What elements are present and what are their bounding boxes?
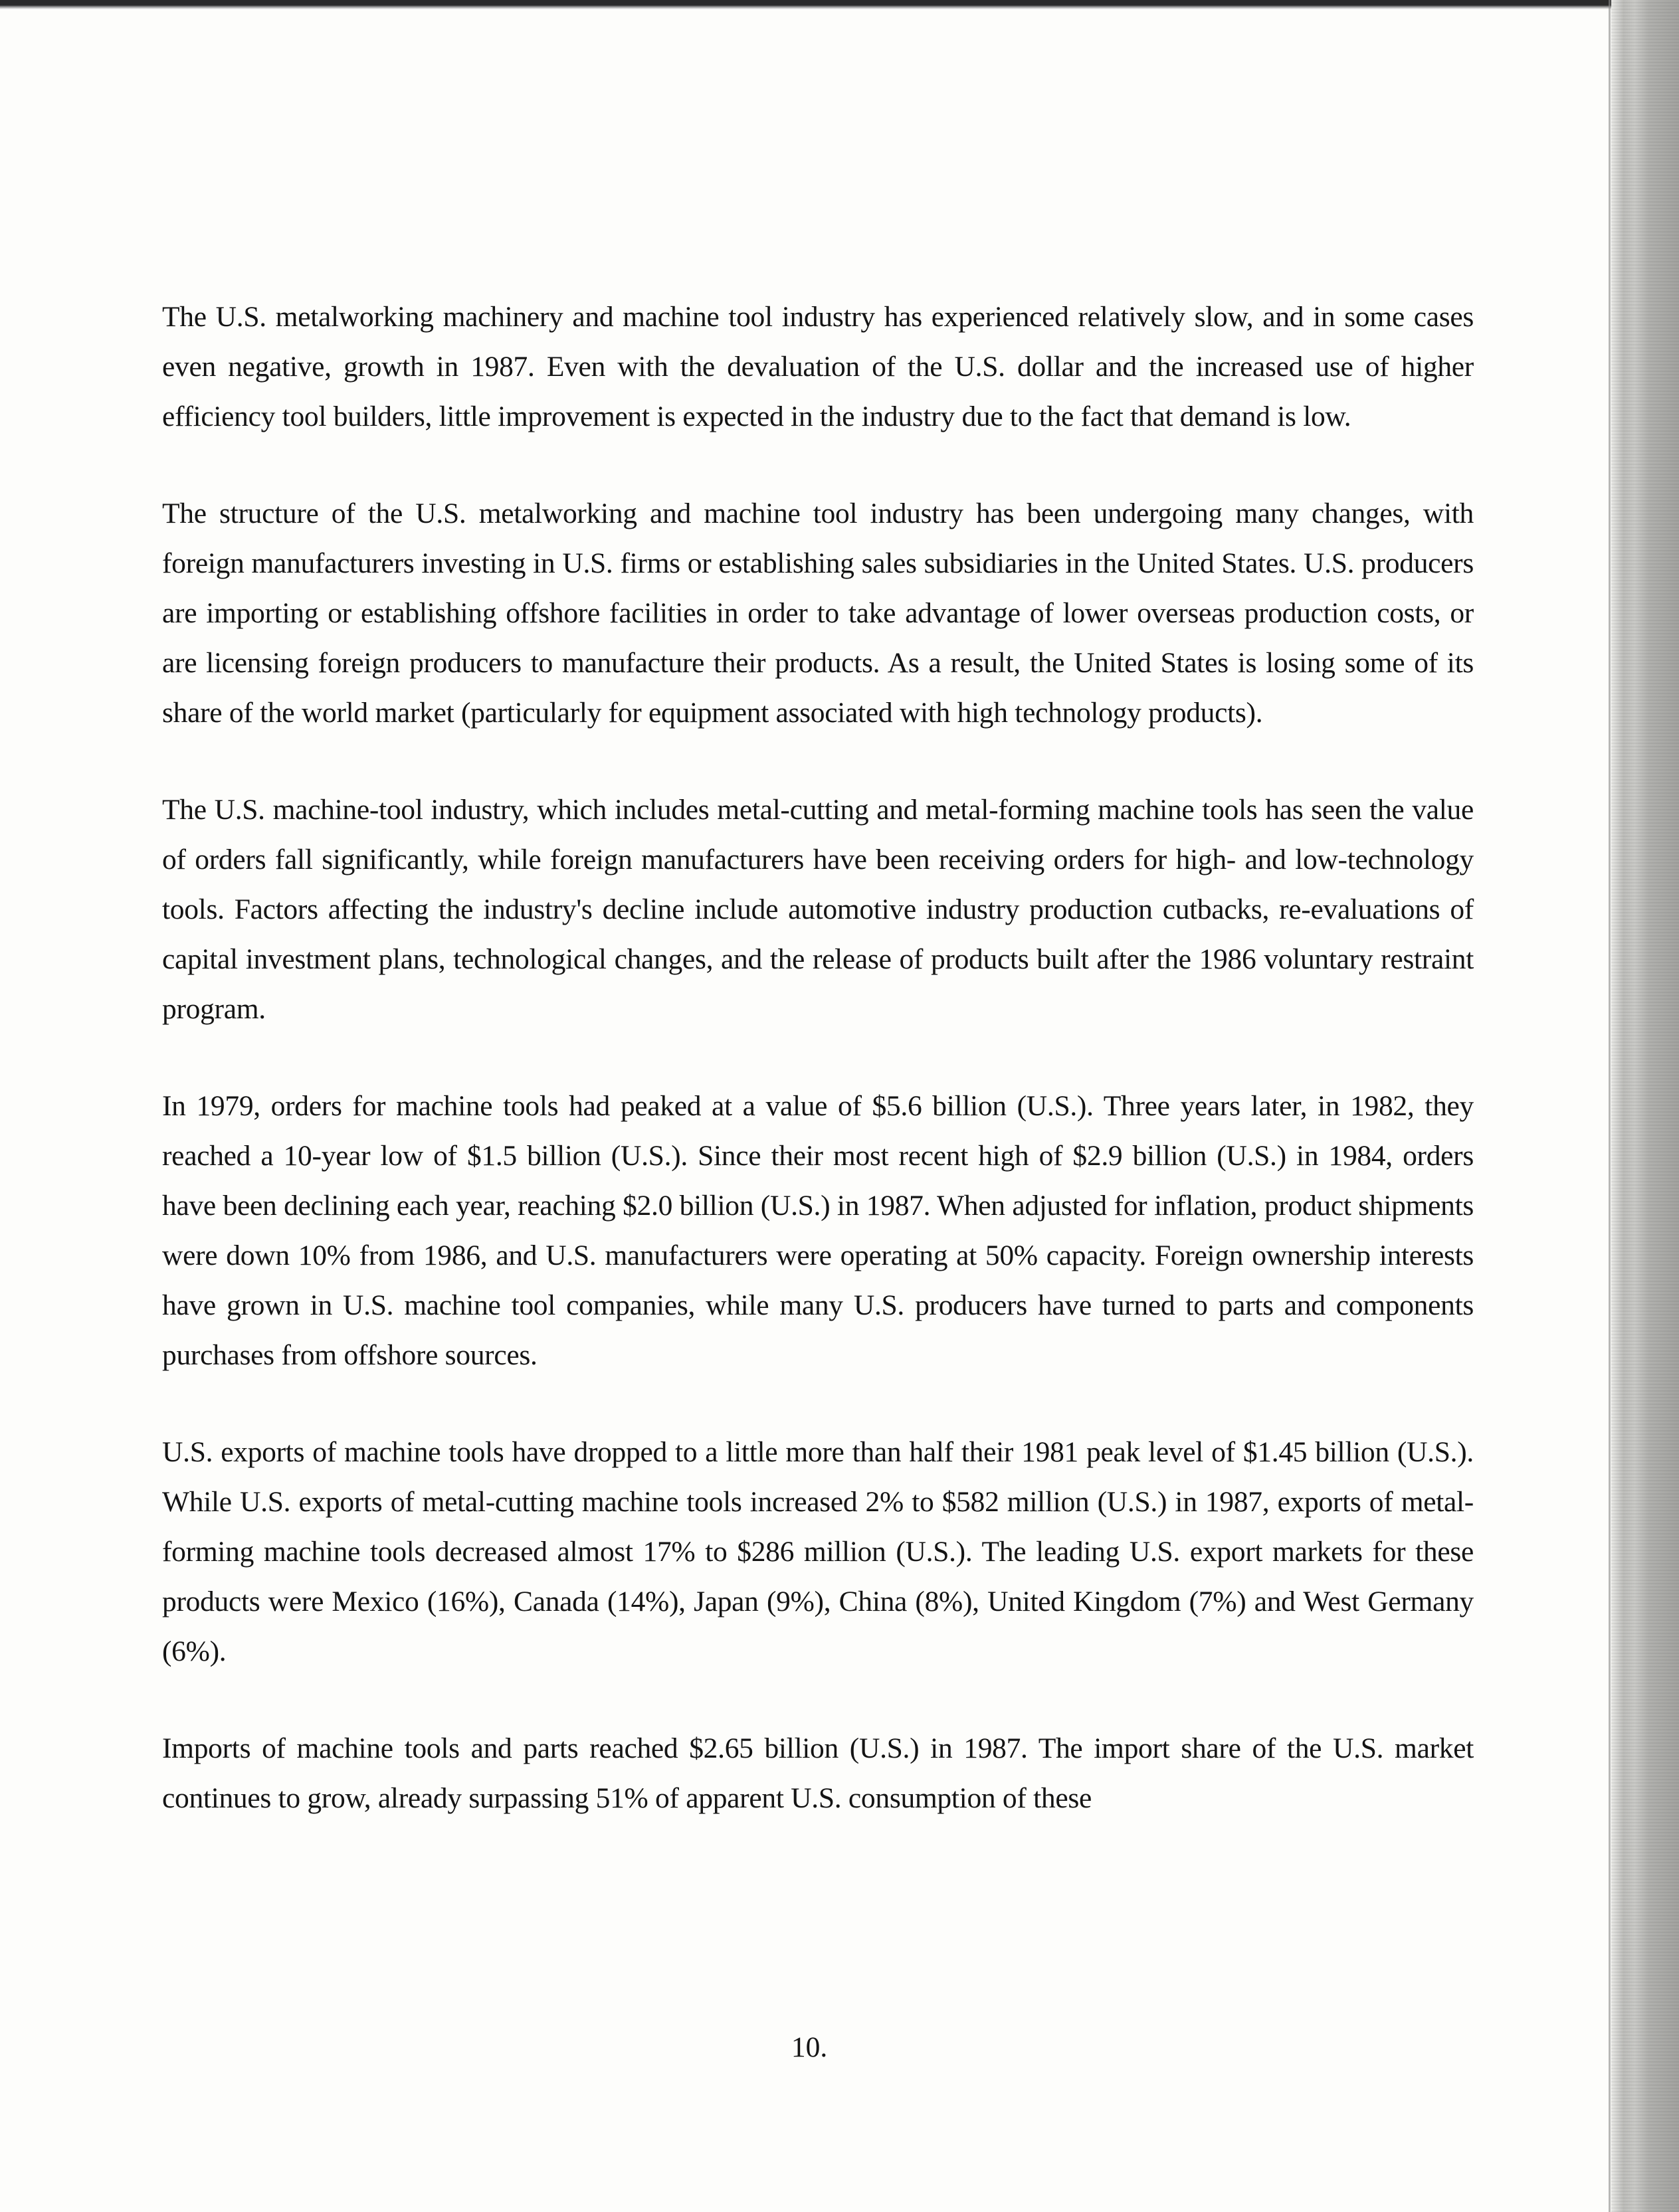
paragraph-machine-tool-orders: The U.S. machine-tool industry, which includes metal-cutting and metal-forming machine tools has seen the value of orders fall significantly, while foreign manufacturers have been receiving orders for high- and low-technology tools. Factors affecting the industry's decline include automotive industry production cutbacks, re-evaluations of capital investment plans, technological changes, and the release of products built after the 1986 voluntary restraint program. [162, 794, 1474, 1025]
scan-right-edge [1611, 0, 1679, 2212]
page-number: 10. [791, 2031, 828, 2063]
paragraph-exports: U.S. exports of machine tools have dropped to a little more than half their 1981 peak level of $1.45 billion (U.S.). While U.S. exports of metal-cutting machine tools increased 2% to $582 million (U.S.) in 1987, exports of metal-forming machine tools decreased almost 17% to $286 million (U.S.). The leading U.S. export markets for these products were Mexico (16%), Canada (14%), Japan (9%), China (8%), United Kingdom (7%) and West Germany (6%). [162, 1436, 1474, 1667]
paragraph-imports: Imports of machine tools and parts reached $2.65 billion (U.S.) in 1987. The import share of the U.S. market continues to grow, already surpassing 51% of apparent U.S. consumption of these [162, 1732, 1474, 1814]
scan-binding-line [1609, 0, 1611, 2212]
paragraph-industry-growth: The U.S. metalworking machinery and machine tool industry has experienced relatively slow, and in some cases even negative, growth in 1987. Even with the devaluation of the U.S. dollar and the increased use of higher efficiency tool builders, little improvement is expected in the industry due to the fact that demand is low. [162, 301, 1474, 432]
scan-top-edge [0, 0, 1679, 9]
document-body [162, 292, 1474, 1871]
paragraph-order-history: In 1979, orders for machine tools had peaked at a value of $5.6 billion (U.S.). Three years later, in 1982, they reached a 10-year low of $1.5 billion (U.S.). Since their most recent high of $2.9 billion (U.S.) in 1984, orders have been declining each year, reaching $2.0 billion (U.S.) in 1987. When adjusted for inflation, product shipments were down 10% from 1986, and U.S. manufacturers were operating at 50% capacity. Foreign ownership interests have grown in U.S. machine tool companies, while many U.S. producers have turned to parts and components purchases from offshore sources. [162, 1090, 1474, 1371]
paragraph-industry-structure: The structure of the U.S. metalworking and machine tool industry has been undergoing many changes, with foreign manufacturers investing in U.S. firms or establishing sales subsidiaries in the United States. U.S. producers are importing or establishing offshore facilities in order to take advantage of lower overseas production costs, or are licensing foreign producers to manufacture their products. As a result, the United States is losing some of its share of the world market (particularly for equipment associated with high technology products). [162, 498, 1474, 729]
